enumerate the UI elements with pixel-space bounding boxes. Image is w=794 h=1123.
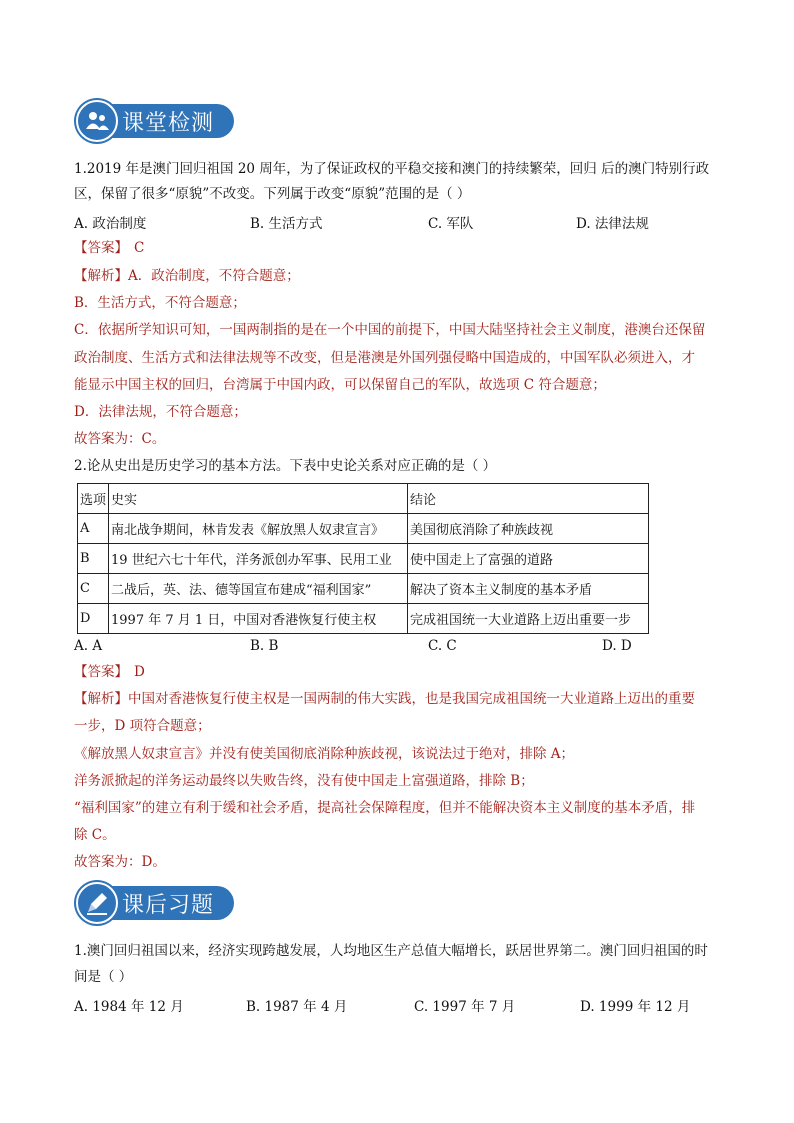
q2-stem: 2.论从史出是历史学习的基本方法。下表中史论关系对应正确的是（ ） xyxy=(74,458,497,474)
q1-analysis-line3: C．依据所学知识可知，一国两制指的是在一个中国的前提下，中国大陆坚持社会主义制度，港澳台还保留 xyxy=(74,322,706,338)
people-icon xyxy=(76,100,118,142)
q2-options xyxy=(74,638,734,656)
table-cell: 完成祖国统一大业道路上迈出重要一步 xyxy=(408,604,649,634)
q2-analysis-line6: 除 C。 xyxy=(74,827,116,843)
q3-options xyxy=(74,995,734,1013)
table-cell: A xyxy=(78,514,109,544)
q1-conclusion: 故答案为：C。 xyxy=(74,431,166,447)
q1-stem-line1: 1.2019 年是澳门回归祖国 20 周年，为了保证政权的平稳交接和澳门的持续繁荣，回归 后的澳门特别行政 xyxy=(74,161,710,177)
answer-value: D xyxy=(134,664,145,680)
q1-option-c: C. 军队 xyxy=(428,216,474,232)
section-banner-classroom-check xyxy=(76,100,236,142)
table-row xyxy=(78,544,649,574)
q3-stem-line1: 1.澳门回归祖国以来，经济实现跨越发展，人均地区生产总值大幅增长，跃居世界第二。澳门回归祖国的时 xyxy=(74,943,708,959)
section-title: 课后习题 xyxy=(122,893,215,918)
q1-analysis-line6: D．法律法规，不符合题意； xyxy=(74,404,247,420)
q1-options xyxy=(74,212,734,230)
table-cell: D xyxy=(78,604,109,634)
table-header-cell: 选项 xyxy=(78,484,109,514)
table-cell: 美国彻底消除了种族歧视 xyxy=(408,514,649,544)
history-table xyxy=(77,483,649,634)
q3-stem-line2: 间是（ ） xyxy=(74,969,133,985)
q1-analysis-line1: 【解析】A．政治制度，不符合题意； xyxy=(74,268,300,284)
q1-analysis-line4: 政治制度、生活方式和法律法规等不改变，但是港澳是外国列强侵略中国造成的，中国军队必须进入，才 xyxy=(74,350,695,366)
table-cell: B xyxy=(78,544,109,574)
table-cell: 二战后，英、法、德等国宣布建成“福利国家” xyxy=(109,574,408,604)
q2-option-d: D. D xyxy=(602,638,632,654)
q1-answer xyxy=(74,239,144,257)
q1-option-b: B. 生活方式 xyxy=(250,216,323,232)
analysis-label: 【解析】 xyxy=(74,691,128,707)
q3-option-a: A. 1984 年 12 月 xyxy=(74,999,184,1015)
table-cell: 南北战争期间，林肯发表《解放黑人奴隶宣言》 xyxy=(109,514,408,544)
table-row xyxy=(78,574,649,604)
table-cell: 解决了资本主义制度的基本矛盾 xyxy=(408,574,649,604)
answer-label: 【答案】 xyxy=(74,240,128,256)
section-title: 课堂检测 xyxy=(122,111,215,136)
table-header-cell: 史实 xyxy=(109,484,408,514)
table-row xyxy=(78,604,649,634)
answer-label: 【答案】 xyxy=(74,664,128,680)
q3-option-d: D. 1999 年 12 月 xyxy=(580,999,691,1015)
q2-option-c: C. C xyxy=(428,638,457,654)
q2-analysis-line4: 洋务派掀起的洋务运动最终以失败告终，没有使中国走上富强道路，排除 B； xyxy=(74,773,534,789)
q1-analysis-line2: B．生活方式，不符合题意； xyxy=(74,295,246,311)
q1-stem-line2: 区，保留了很多“原貌”不改变。下列属于改变“原貌”范围的是（ ） xyxy=(74,186,471,202)
q2-answer xyxy=(74,663,145,681)
table-cell: 1997 年 7 月 1 日，中国对香港恢复行使主权 xyxy=(109,604,408,634)
q2-option-a: A. A xyxy=(74,638,103,654)
table-cell: 19 世纪六七十年代，洋务派创办军事、民用工业 xyxy=(109,544,408,574)
q2-analysis-line1: 【解析】中国对香港恢复行使主权是一国两制的伟大实践，也是我国完成祖国统一大业道路上迈出的重要 xyxy=(74,691,695,707)
answer-value: C xyxy=(134,240,145,256)
table-cell: C xyxy=(78,574,109,604)
table-cell: 使中国走上了富强的道路 xyxy=(408,544,649,574)
q1-option-a: A. 政治制度 xyxy=(74,216,147,232)
table-header-cell: 结论 xyxy=(408,484,649,514)
q3-option-b: B. 1987 年 4 月 xyxy=(246,999,348,1015)
q1-analysis-line5: 能显示中国主权的回归，台湾属于中国内政，可以保留自己的军队，故选项 C 符合题意； xyxy=(74,377,606,393)
analysis-label: 【解析】 xyxy=(74,268,128,284)
q2-analysis-line5: “福利国家”的建立有利于缓和社会矛盾，提高社会保障程度，但并不能解决资本主义制度的基本矛盾，排 xyxy=(74,800,696,816)
section-banner-after-class xyxy=(76,882,236,924)
q3-option-c: C. 1997 年 7 月 xyxy=(414,999,516,1015)
table-row xyxy=(78,514,649,544)
q2-analysis-line3: 《解放黑人奴隶宣言》并没有使美国彻底消除种族歧视，该说法过于绝对，排除 A； xyxy=(74,746,575,762)
q2-analysis-line2: 一步，D 项符合题意； xyxy=(74,718,211,734)
q2-conclusion: 故答案为：D。 xyxy=(74,854,166,870)
table-header-row xyxy=(78,484,649,514)
pencil-icon xyxy=(76,882,118,924)
q1-option-d: D. 法律法规 xyxy=(576,216,649,232)
q2-option-b: B. B xyxy=(250,638,279,654)
